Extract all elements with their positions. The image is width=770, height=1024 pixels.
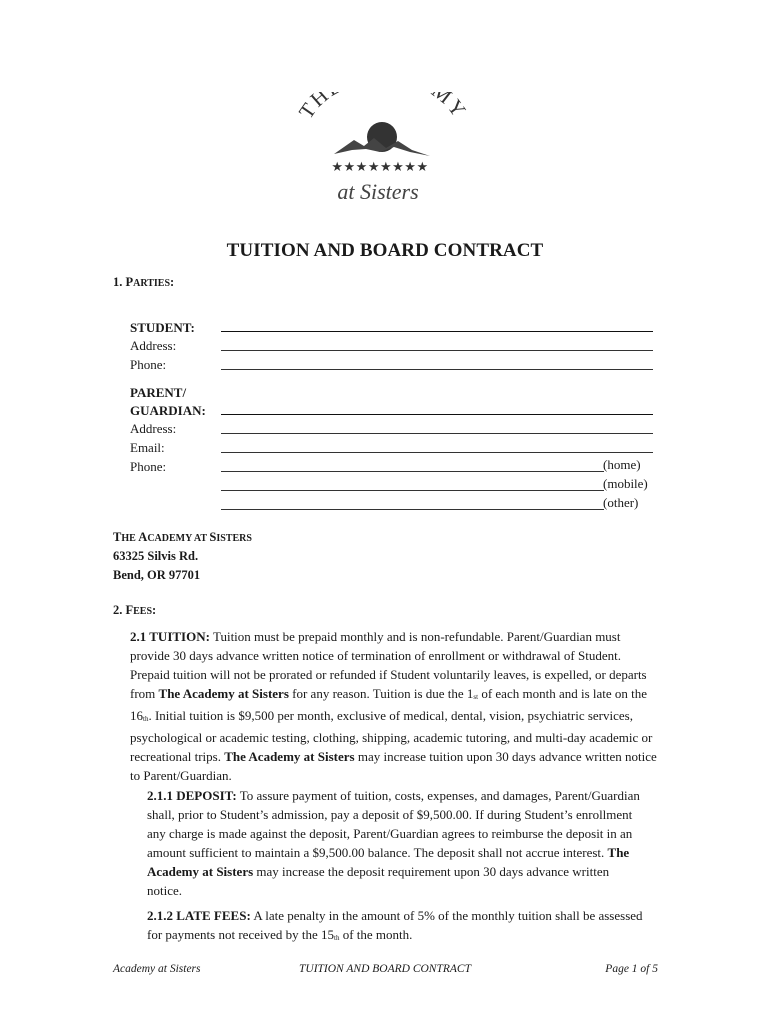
guardian-phone-label: Phone: [130,459,167,474]
tuition-heading: 2.1 TUITION: [130,629,210,644]
section-number: 2. [113,603,126,617]
phone-other-suffix: (other) [603,495,639,510]
footer-center: TUITION AND BOARD CONTRACT [299,963,471,975]
phone-mobile-field[interactable] [221,490,604,491]
phone-mobile-suffix: (mobile) [603,476,648,491]
student-phone-label: Phone: [130,357,167,372]
academy-logo [290,92,470,208]
late-fees-heading: 2.1.2 LATE FEES: [147,908,251,923]
phone-home-suffix: (home) [603,457,641,472]
guardian-label: GUARDIAN: [130,403,206,418]
section-rest: ARTIES [133,278,171,289]
guardian-name-field[interactable] [221,414,653,415]
late-fees-paragraph: 2.1.2 LATE FEES: A late penalty in the amount of 5% of the monthly tuition shall be assessed for payments not received by the 15th of the month. [147,908,643,942]
page-title: TUITION AND BOARD CONTRACT [226,240,544,261]
section-rest: EES [133,606,153,617]
logo-subtext: at Sisters [337,179,419,204]
guardian-address-label: Address: [130,421,177,436]
student-label: STUDENT: [130,320,195,335]
guardian-email-field[interactable] [221,452,653,453]
student-address-field[interactable] [221,350,653,351]
student-name-field[interactable] [221,331,653,332]
phone-home-field[interactable] [221,471,604,472]
guardian-email-label: Email: [130,440,165,455]
footer-left: Academy at Sisters [113,963,201,975]
academy-address-line2: Bend, OR 97701 [113,568,201,582]
section-initial: F [125,603,134,617]
section-colon: : [152,603,157,617]
student-phone-field[interactable] [221,369,653,370]
deposit-paragraph: 2.1.1 DEPOSIT: To assure payment of tuition, costs, expenses, and damages, Parent/Guardian shall, prior to Student’s admission, pay a deposit of $9,500.00. If during Student’s enrollment any charge is made against the deposit, Parent/Guardian agrees to reimburse the deposit in an amount sufficient to maintain a $9,500.00 balance. The deposit shall not accrue interest. The Academy at Sisters may increase the deposit requirement upon 30 days advance written notice. [147,788,640,898]
sun-over-mountains-icon [290,92,470,208]
section-heading-fees [113,603,156,618]
guardian-address-field[interactable] [221,433,653,434]
logo-stars: ★★★★★★★★ [331,160,429,175]
parent-label-line1: PARENT/ [130,385,187,400]
section-colon: : [170,275,175,289]
section-heading-parties [113,275,174,290]
deposit-heading: 2.1.1 DEPOSIT: [147,788,237,803]
student-address-label: Address: [130,338,177,353]
section-number: 1. [113,275,126,289]
phone-other-field[interactable] [221,509,604,510]
section-initial: P [125,275,134,289]
tuition-paragraph: 2.1 TUITION: Tuition must be prepaid monthly and is non-refundable. Parent/Guardian must provide 30 days advance written notice of termination of enrollment or withdrawal of Student. Prepaid tuition will not be prorated or refunded if Student voluntarily leaves, is expelled, or departs from The Academy at Sisters for any reason. Tuition is due the 1st of each month and is late on the 16th. Initial tuition is $9,500 per month, exclusive of medical, dental, vision, psychiatric services, psychological or academic testing, clothing, shipping, academic tutoring, and multi-day academic or recreational trips. The Academy at Sisters may increase tuition upon 30 days advance written notice to Parent/Guardian. [130,629,657,783]
academy-name: THE ACADEMY AT SISTERS [113,530,252,544]
footer-page-number: Page 1 of 5 [605,963,658,975]
academy-address-line1: 63325 Silvis Rd. [113,549,199,563]
logo-arc-text: TH MY [293,92,470,123]
